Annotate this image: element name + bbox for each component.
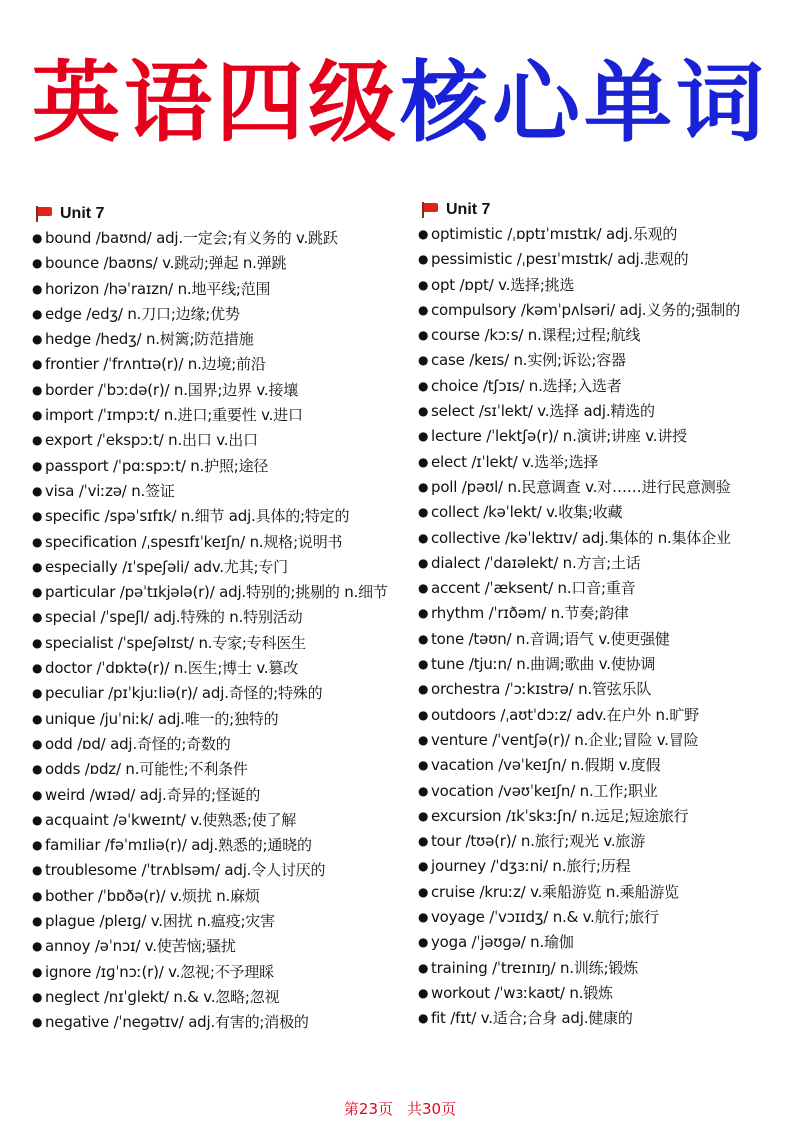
list-item — [32, 858, 407, 883]
bullet-icon: ● — [418, 657, 429, 672]
word-entry: import /ˈɪmpɔːt/ n.进口;重要性 v.进口 — [45, 406, 303, 425]
word-entry: rhythm /ˈrɪðəm/ n.节奏;韵律 — [431, 604, 629, 623]
word-entry: specification /ˌspesɪfɪˈkeɪʃn/ n.规格;说明书 — [45, 532, 343, 551]
word-entry: particular /pəˈtɪkjələ(r)/ adj.特别的;挑剔的 n.细节 — [45, 583, 388, 602]
bullet-icon: ● — [418, 935, 429, 950]
page-title — [0, 48, 800, 158]
list-item — [418, 703, 793, 728]
unit-heading-left — [32, 201, 407, 226]
bullet-icon: ● — [418, 859, 429, 874]
bullet-icon: ● — [32, 509, 43, 524]
list-item — [418, 399, 793, 424]
page-number: 第23页 — [343, 1100, 393, 1118]
word-entry: choice /tʃɔɪs/ n.选择;入选者 — [431, 376, 622, 395]
list-item — [418, 753, 793, 778]
word-entry: negative /ˈneɡətɪv/ adj.有害的;消极的 — [45, 1013, 309, 1032]
list-item — [418, 829, 793, 854]
list-item — [418, 222, 793, 247]
unit-label: Unit 7 — [60, 204, 105, 222]
word-entry: opt /ɒpt/ v.选择;挑选 — [431, 275, 575, 294]
bullet-icon: ● — [418, 454, 429, 469]
list-item — [32, 605, 407, 630]
list-item — [32, 352, 407, 377]
list-item — [418, 424, 793, 449]
word-entry: yoga /ˈjəʊɡə/ n.瑜伽 — [431, 933, 574, 952]
list-item — [32, 226, 407, 251]
bullet-icon: ● — [32, 306, 43, 321]
word-entry: vocation /vəʊˈkeɪʃn/ n.工作;职业 — [431, 781, 658, 800]
list-item — [418, 981, 793, 1006]
list-item — [418, 652, 793, 677]
page-total: 共30页 — [407, 1100, 457, 1118]
word-entry: journey /ˈdʒɜːni/ n.旅行;历程 — [431, 857, 631, 876]
list-item — [418, 298, 793, 323]
bullet-icon: ● — [418, 581, 429, 596]
word-entry: unique /juˈniːk/ adj.唯一的;独特的 — [45, 709, 279, 728]
bullet-icon: ● — [418, 985, 429, 1000]
list-item — [32, 909, 407, 934]
word-list-left — [32, 226, 407, 1036]
word-entry: edge /edʒ/ n.刀口;边缘;优势 — [45, 304, 240, 323]
word-entry: elect /ɪˈlekt/ v.选举;选择 — [431, 452, 599, 471]
bullet-icon: ● — [32, 888, 43, 903]
word-entry: vacation /vəˈkeɪʃn/ n.假期 v.度假 — [431, 756, 661, 775]
bullet-icon: ● — [32, 1015, 43, 1030]
right-column — [418, 197, 793, 1032]
list-item — [32, 884, 407, 909]
bullet-icon: ● — [418, 277, 429, 292]
bullet-icon: ● — [418, 631, 429, 646]
list-item — [418, 880, 793, 905]
list-item — [32, 960, 407, 985]
red-flag-icon — [422, 202, 439, 218]
bullet-icon: ● — [418, 328, 429, 343]
list-item — [418, 804, 793, 829]
list-item — [418, 854, 793, 879]
word-entry: doctor /ˈdɒktə(r)/ n.医生;博士 v.篡改 — [45, 659, 299, 678]
word-entry: horizon /həˈraɪzn/ n.地平线;范围 — [45, 279, 271, 298]
bullet-icon: ● — [418, 252, 429, 267]
bullet-icon: ● — [418, 555, 429, 570]
bullet-icon: ● — [418, 404, 429, 419]
list-item — [32, 1010, 407, 1035]
bullet-icon: ● — [32, 838, 43, 853]
word-entry: acquaint /əˈkweɪnt/ v.使熟悉;使了解 — [45, 810, 297, 829]
list-item — [32, 934, 407, 959]
word-entry: collective /kəˈlektɪv/ adj.集体的 n.集体企业 — [431, 528, 731, 547]
word-entry: training /ˈtreɪnɪŋ/ n.训练;锻炼 — [431, 958, 638, 977]
word-entry: fit /fɪt/ v.适合;合身 adj.健康的 — [431, 1009, 633, 1028]
bullet-icon: ● — [418, 479, 429, 494]
word-entry: weird /wɪəd/ adj.奇异的;怪诞的 — [45, 785, 261, 804]
list-item — [32, 251, 407, 276]
list-item — [418, 1006, 793, 1031]
list-item — [32, 732, 407, 757]
bullet-icon: ● — [418, 429, 429, 444]
bullet-icon: ● — [32, 914, 43, 929]
title-red-part: 英语四级 — [31, 51, 400, 154]
list-item — [32, 530, 407, 555]
word-entry: case /keɪs/ n.实例;诉讼;容器 — [431, 351, 626, 370]
bullet-icon: ● — [32, 787, 43, 802]
list-item — [32, 327, 407, 352]
word-list-right — [418, 222, 793, 1032]
list-item — [32, 504, 407, 529]
list-item — [32, 479, 407, 504]
list-item — [32, 277, 407, 302]
list-item — [418, 551, 793, 576]
bullet-icon: ● — [32, 433, 43, 448]
list-item — [418, 576, 793, 601]
page-footer — [0, 1098, 800, 1119]
list-item — [32, 833, 407, 858]
word-entry: cruise /kruːz/ v.乘船游览 n.乘船游览 — [431, 882, 679, 901]
word-entry: tune /tjuːn/ n.曲调;歌曲 v.使协调 — [431, 655, 656, 674]
word-entry: course /kɔːs/ n.课程;过程;航线 — [431, 326, 641, 345]
word-entry: especially /ɪˈspeʃəli/ adv.尤其;专门 — [45, 557, 288, 576]
word-entry: export /ˈekspɔːt/ n.出口 v.出口 — [45, 431, 258, 450]
bullet-icon: ● — [32, 762, 43, 777]
bullet-icon: ● — [32, 585, 43, 600]
word-entry: peculiar /pɪˈkjuːliə(r)/ adj.奇怪的;特殊的 — [45, 684, 323, 703]
bullet-icon: ● — [418, 808, 429, 823]
list-item — [418, 348, 793, 373]
word-entry: workout /ˈwɜːkaʊt/ n.锻炼 — [431, 983, 613, 1002]
word-entry: collect /kəˈlekt/ v.收集;收藏 — [431, 503, 623, 522]
word-entry: select /sɪˈlekt/ v.选择 adj.精选的 — [431, 402, 655, 421]
list-item — [32, 783, 407, 808]
word-entry: visa /ˈviːzə/ n.签证 — [45, 481, 175, 500]
bullet-icon: ● — [418, 530, 429, 545]
list-item — [32, 985, 407, 1010]
left-column — [32, 201, 407, 1036]
list-item — [32, 631, 407, 656]
word-entry: specific /spəˈsɪfɪk/ n.细节 adj.具体的;特定的 — [45, 507, 350, 526]
list-item — [418, 728, 793, 753]
word-entry: bounce /baʊns/ v.跳动;弹起 n.弹跳 — [45, 254, 287, 273]
bullet-icon: ● — [32, 989, 43, 1004]
list-item — [418, 323, 793, 348]
word-entry: lecture /ˈlektʃə(r)/ n.演讲;讲座 v.讲授 — [431, 427, 687, 446]
bullet-icon: ● — [418, 606, 429, 621]
list-item — [418, 526, 793, 551]
list-item — [418, 930, 793, 955]
bullet-icon: ● — [32, 863, 43, 878]
bullet-icon: ● — [418, 758, 429, 773]
list-item — [418, 374, 793, 399]
word-entry: odds /ɒdz/ n.可能性;不利条件 — [45, 760, 248, 779]
word-entry: tour /tʊə(r)/ n.旅行;观光 v.旅游 — [431, 832, 645, 851]
red-flag-icon — [36, 206, 53, 222]
bullet-icon: ● — [32, 382, 43, 397]
bullet-icon: ● — [32, 939, 43, 954]
word-entry: dialect /ˈdaɪəlekt/ n.方言;土话 — [431, 553, 641, 572]
bullet-icon: ● — [32, 661, 43, 676]
word-entry: orchestra /ˈɔːkɪstrə/ n.管弦乐队 — [431, 680, 652, 699]
list-item — [418, 500, 793, 525]
word-entry: accent /ˈæksent/ n.口音;重音 — [431, 579, 636, 598]
word-entry: poll /pəʊl/ n.民意调查 v.对……进行民意测验 — [431, 477, 731, 496]
bullet-icon: ● — [418, 682, 429, 697]
word-entry: familiar /fəˈmɪliə(r)/ adj.熟悉的;通晓的 — [45, 836, 312, 855]
list-item — [32, 580, 407, 605]
bullet-icon: ● — [418, 505, 429, 520]
list-item — [32, 428, 407, 453]
bullet-icon: ● — [418, 783, 429, 798]
list-item — [32, 403, 407, 428]
word-entry: pessimistic /ˌpesɪˈmɪstɪk/ adj.悲观的 — [431, 250, 689, 269]
word-entry: compulsory /kəmˈpʌlsəri/ adj.义务的;强制的 — [431, 300, 741, 319]
list-item — [32, 555, 407, 580]
word-entry: special /ˈspeʃl/ adj.特殊的 n.特别活动 — [45, 608, 303, 627]
bullet-icon: ● — [32, 483, 43, 498]
word-entry: bother /ˈbɒðə(r)/ v.烦扰 n.麻烦 — [45, 886, 260, 905]
bullet-icon: ● — [32, 736, 43, 751]
bullet-icon: ● — [32, 458, 43, 473]
bullet-icon: ● — [32, 812, 43, 827]
list-item — [32, 454, 407, 479]
list-item — [418, 627, 793, 652]
list-item — [32, 302, 407, 327]
list-item — [418, 956, 793, 981]
bullet-icon: ● — [418, 834, 429, 849]
list-item — [418, 905, 793, 930]
list-item — [418, 601, 793, 626]
bullet-icon: ● — [418, 732, 429, 747]
word-entry: specialist /ˈspeʃəlɪst/ n.专家;专科医生 — [45, 633, 306, 652]
bullet-icon: ● — [418, 1011, 429, 1026]
bullet-icon: ● — [418, 884, 429, 899]
word-entry: frontier /ˈfrʌntɪə(r)/ n.边境;前沿 — [45, 355, 266, 374]
word-entry: border /ˈbɔːdə(r)/ n.国界;边界 v.接壤 — [45, 380, 299, 399]
word-entry: troublesome /ˈtrʌblsəm/ adj.令人讨厌的 — [45, 861, 326, 880]
bullet-icon: ● — [418, 353, 429, 368]
bullet-icon: ● — [32, 534, 43, 549]
word-entry: ignore /ɪɡˈnɔː(r)/ v.忽视;不予理睬 — [45, 962, 274, 981]
word-entry: plague /pleɪɡ/ v.困扰 n.瘟疫;灾害 — [45, 912, 275, 931]
word-entry: outdoors /ˌaʊtˈdɔːz/ adv.在户外 n.旷野 — [431, 705, 699, 724]
word-entry: voyage /ˈvɔɪɪdʒ/ n.& v.航行;旅行 — [431, 908, 659, 927]
bullet-icon: ● — [32, 357, 43, 372]
bullet-icon: ● — [32, 635, 43, 650]
word-entry: neglect /nɪˈɡlekt/ n.& v.忽略;忽视 — [45, 987, 280, 1006]
bullet-icon: ● — [418, 227, 429, 241]
list-item — [418, 273, 793, 298]
bullet-icon: ● — [32, 686, 43, 701]
bullet-icon: ● — [32, 332, 43, 347]
list-item — [32, 757, 407, 782]
word-entry: venture /ˈventʃə(r)/ n.企业;冒险 v.冒险 — [431, 730, 699, 749]
list-item — [32, 681, 407, 706]
list-item — [418, 475, 793, 500]
bullet-icon: ● — [418, 302, 429, 317]
list-item — [32, 808, 407, 833]
bullet-icon: ● — [418, 378, 429, 393]
unit-heading-right — [418, 197, 793, 222]
list-item — [418, 450, 793, 475]
bullet-icon: ● — [418, 910, 429, 925]
list-item — [418, 677, 793, 702]
list-item — [32, 707, 407, 732]
title-blue-part: 核心单词 — [400, 51, 769, 154]
list-item — [418, 247, 793, 272]
word-entry: tone /təʊn/ n.音调;语气 v.使更强健 — [431, 629, 670, 648]
word-entry: hedge /hedʒ/ n.树篱;防范措施 — [45, 330, 254, 349]
word-entry: excursion /ɪkˈskɜːʃn/ n.远足;短途旅行 — [431, 806, 689, 825]
list-item — [32, 378, 407, 403]
bullet-icon: ● — [32, 964, 43, 979]
bullet-icon: ● — [32, 256, 43, 271]
word-entry: annoy /əˈnɔɪ/ v.使苦恼;骚扰 — [45, 937, 236, 956]
list-item — [418, 779, 793, 804]
word-entry: bound /baʊnd/ adj.一定会;有义务的 v.跳跃 — [45, 229, 338, 247]
word-entry: odd /ɒd/ adj.奇怪的;奇数的 — [45, 734, 231, 753]
bullet-icon: ● — [32, 281, 43, 296]
word-entry: passport /ˈpɑːspɔːt/ n.护照;途径 — [45, 456, 269, 475]
bullet-icon: ● — [32, 231, 43, 245]
bullet-icon: ● — [418, 707, 429, 722]
bullet-icon: ● — [32, 610, 43, 625]
bullet-icon: ● — [418, 960, 429, 975]
word-entry: optimistic /ˌɒptɪˈmɪstɪk/ adj.乐观的 — [431, 225, 678, 243]
bullet-icon: ● — [32, 559, 43, 574]
list-item — [32, 656, 407, 681]
bullet-icon: ● — [32, 711, 43, 726]
unit-label: Unit 7 — [446, 200, 491, 218]
bullet-icon: ● — [32, 408, 43, 423]
